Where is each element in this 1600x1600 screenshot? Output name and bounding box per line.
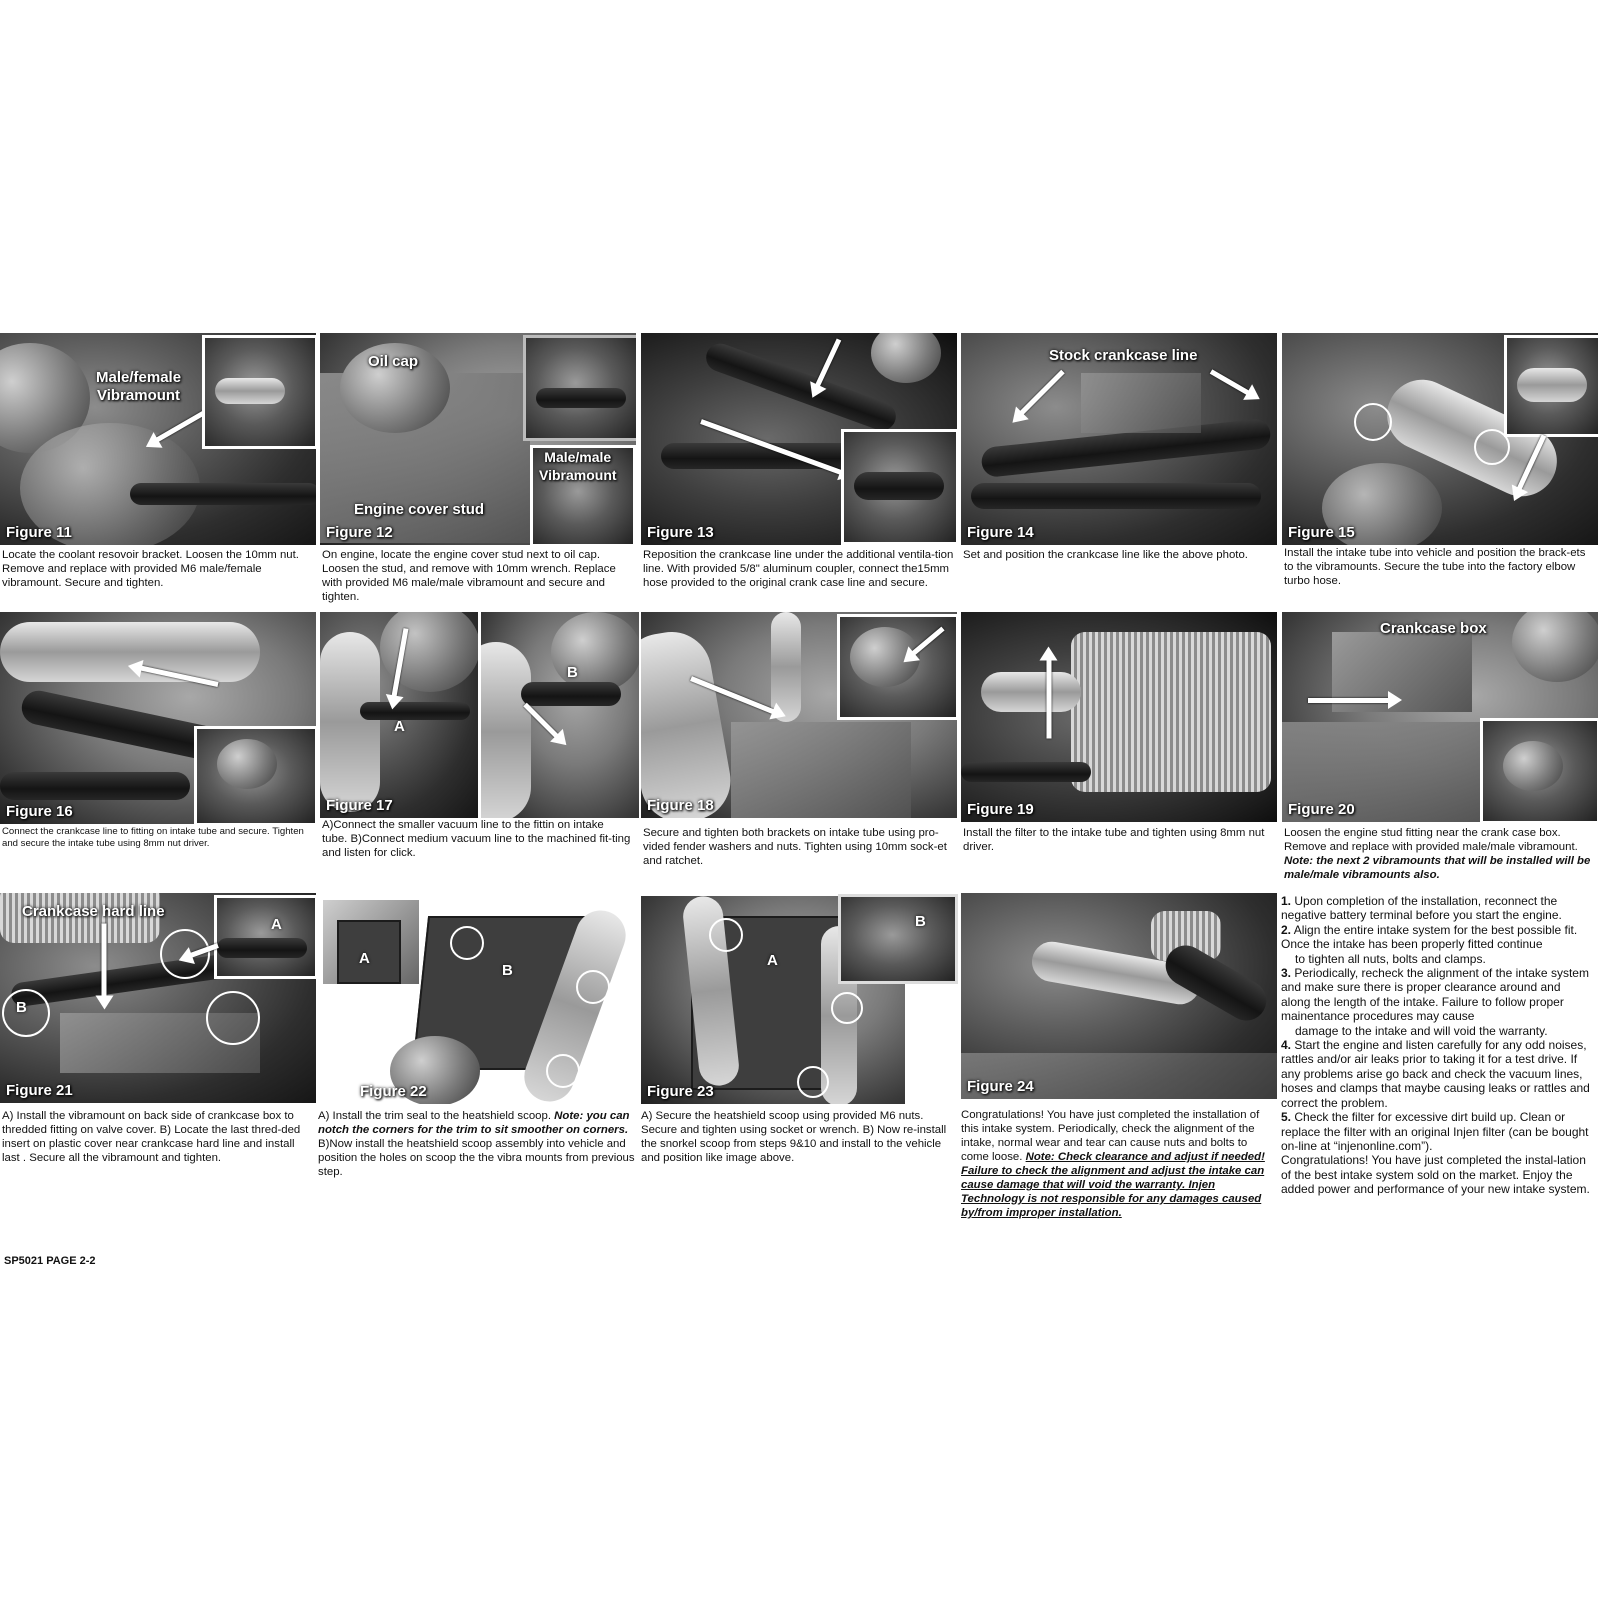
figure-13-caption: Reposition the crankcase line under the additional ventila-tion line. With provided 5/8" aluminum coupler, connect the15mm hose provided to the original crank case line and secure. bbox=[643, 549, 954, 589]
highlight-ring bbox=[709, 918, 743, 952]
figure-24-photo bbox=[961, 893, 1277, 1099]
hose bbox=[961, 762, 1091, 782]
figure-21-inset bbox=[214, 895, 316, 979]
figure-11-photo bbox=[0, 333, 316, 545]
air-filter bbox=[1071, 632, 1271, 792]
figure-19-label: Figure 19 bbox=[967, 801, 1034, 818]
figure-22-inset bbox=[323, 900, 419, 984]
figure-22-caption-b: B)Now install the heatshield scoop assembly into vehicle and position the holes on scoop the the vibra mounts from previous step. bbox=[318, 1138, 635, 1178]
hose bbox=[536, 388, 626, 408]
figure-12-label: Figure 12 bbox=[326, 524, 393, 541]
tag-crankcase-box: Crankcase box bbox=[1380, 620, 1487, 637]
arrow bbox=[1210, 369, 1251, 395]
step-2-indent: to tighten all nuts, bolts and clamps. bbox=[1295, 951, 1486, 966]
figure-14-label: Figure 14 bbox=[967, 524, 1034, 541]
letter-b: B bbox=[502, 962, 513, 979]
figure-16-photo bbox=[0, 612, 316, 824]
tag-crankcase-hard-line: Crankcase hard line bbox=[22, 903, 165, 920]
arrow bbox=[815, 338, 842, 387]
tag-male-male-vibramount: Male/male Vibramount bbox=[539, 449, 617, 483]
highlight-ring bbox=[831, 992, 863, 1024]
arrow bbox=[1047, 659, 1052, 739]
figure-22-caption-a: A) Install the trim seal to the heatshield scoop. bbox=[318, 1110, 551, 1122]
vacuum-line bbox=[360, 702, 470, 720]
snorkel-scoop bbox=[839, 894, 924, 936]
figure-22-label: Figure 22 bbox=[360, 1083, 427, 1100]
figure-12-caption: On engine, locate the engine cover stud next to oil cap. Loosen the stud, and remove with 10mm wrench. Replace with provided M6 male/male vibramount and secure and tighten. bbox=[322, 549, 616, 603]
intake-tube bbox=[641, 626, 737, 818]
highlight-ring bbox=[206, 991, 260, 1045]
highlight-ring bbox=[450, 926, 484, 960]
figure-12-inset-bottom bbox=[530, 445, 636, 545]
cap bbox=[871, 333, 941, 383]
arrow bbox=[1308, 698, 1390, 703]
hose bbox=[0, 772, 190, 800]
figure-16-label: Figure 16 bbox=[6, 803, 73, 820]
highlight-ring bbox=[797, 1066, 829, 1098]
figure-17-photo-b bbox=[481, 612, 639, 818]
figure-24-label: Figure 24 bbox=[967, 1078, 1034, 1095]
step-2: 2. Align the entire intake system for the best possible fit. Once the intake has been properly fitted continue bbox=[1281, 922, 1578, 952]
congratulations: Congratulations! You have just completed the instal-lation of the best intake system sold on the market. Enjoy the added power and performance of your new intake system. bbox=[1281, 1153, 1590, 1197]
figure-13-label: Figure 13 bbox=[647, 524, 714, 541]
figure-15-caption: Install the intake tube into vehicle and position the brack-ets to the vibramounts. Secure the tube into the factory elbow turbo hose. bbox=[1284, 547, 1586, 587]
elbow bbox=[1517, 368, 1587, 402]
figure-23-caption: A) Secure the heatshield scoop using provided M6 nuts. Secure and tighten using socket or wrench. B) Now re-install the snorkel scoop from steps 9&10 and install to the vehicle and position like image above. bbox=[641, 1110, 947, 1164]
figure-15-label: Figure 15 bbox=[1288, 524, 1355, 541]
figure-23-label: Figure 23 bbox=[647, 1083, 714, 1100]
figure-22-caption bbox=[318, 1109, 636, 1179]
intake-tube bbox=[481, 642, 531, 818]
bracket bbox=[215, 378, 285, 404]
hose bbox=[854, 472, 944, 500]
hand bbox=[551, 612, 639, 692]
letter-a: A bbox=[359, 950, 370, 967]
figure-17-photo-a bbox=[320, 612, 478, 818]
figure-14-caption: Set and position the crankcase line like the above photo. bbox=[963, 549, 1248, 561]
figure-20-photo bbox=[1282, 612, 1598, 822]
figure-12-inset-top bbox=[523, 335, 636, 441]
step-3-indent: damage to the intake and will void the warranty. bbox=[1295, 1023, 1548, 1038]
figure-16-inset bbox=[194, 726, 316, 824]
figure-13-inset bbox=[841, 429, 957, 545]
figure-17-caption: A)Connect the smaller vacuum line to the fittin on intake tube. B)Connect medium vacuum line to the machined fit-ting and listen for click. bbox=[322, 819, 631, 859]
figure-22-note: Note: you can notch the corners for the trim to sit smoother on corners. bbox=[318, 1110, 630, 1136]
figure-11-label: Figure 11 bbox=[6, 524, 72, 541]
letter-b: B bbox=[567, 664, 578, 681]
letter-a: A bbox=[271, 916, 282, 933]
figure-16-caption: Connect the crankcase line to fitting on intake tube and secure. Tighten and secure the intake tube using 8mm nut driver. bbox=[2, 826, 304, 849]
figure-17-label: Figure 17 bbox=[326, 797, 393, 814]
figure-11-caption: Locate the coolant resovoir bracket. Loosen the 10mm nut. Remove and replace with provided M6 male/female vibramount. Secure and tighten. bbox=[2, 549, 299, 589]
crankcase-line bbox=[19, 688, 222, 763]
figure-11-inset bbox=[202, 335, 316, 449]
figure-14-photo bbox=[961, 333, 1277, 545]
step-4: 4. Start the engine and listen carefully for any odd noises, rattles and/or air leaks prior to taking it for a test drive. If any problems arise go back and check the vacuum lines, hoses and clamps that maybe causing leaks or rattles and correct the problem. bbox=[1281, 1038, 1590, 1110]
tag-male-female-vibramount: Male/female Vibramount bbox=[96, 369, 182, 404]
letter-a: A bbox=[394, 718, 405, 735]
step-1: 1. Upon completion of the installation, reconnect the negative battery terminal before you start the engine. bbox=[1281, 894, 1562, 923]
figure-18-caption: Secure and tighten both brackets on intake tube using pro-vided fender washers and nuts. Tighten using 10mm sock-et and ratchet. bbox=[643, 827, 947, 867]
highlight-ring bbox=[1354, 403, 1392, 441]
hose bbox=[971, 483, 1261, 509]
fitting bbox=[217, 739, 277, 789]
figure-20-label: Figure 20 bbox=[1288, 801, 1355, 818]
turbo bbox=[1512, 612, 1598, 682]
page-footer: SP5021 PAGE 2-2 bbox=[4, 1255, 96, 1267]
hose bbox=[217, 938, 307, 958]
highlight-ring bbox=[576, 970, 610, 1004]
figure-19-caption: Install the filter to the intake tube and tighten using 8mm nut driver. bbox=[963, 827, 1265, 853]
figure-20-inset bbox=[1480, 718, 1598, 822]
final-steps bbox=[1281, 894, 1593, 1197]
figure-24-warning: Note: Check clearance and adjust if needed! Failure to check the alignment and adjust the intake can cause damage that will void the warranty. Injen Technology is not responsible for any damages caused by/from improper installation. bbox=[961, 1151, 1265, 1219]
step-3: 3. Periodically, recheck the alignment of the intake system and make sure there is proper clearance around and along the length of the intake. Failure to follow proper mainentance procedures may cause bbox=[1281, 966, 1589, 1024]
figure-21-label: Figure 21 bbox=[6, 1082, 73, 1099]
stud bbox=[1503, 741, 1563, 791]
tag-oil-cap: Oil cap bbox=[368, 353, 419, 370]
letter-b: B bbox=[915, 913, 926, 930]
step-5: 5. Check the filter for excessive dirt build up. Clean or replace the filter with an original Injen filter (can be bought on-line at “injenonline.com”). bbox=[1281, 1110, 1589, 1153]
figure-19-photo bbox=[961, 612, 1277, 822]
figure-20-caption-text: Loosen the engine stud fitting near the crank case box. Remove and replace with provided male/male vibramount. bbox=[1284, 827, 1578, 853]
tag-stock-crankcase-line: Stock crankcase line bbox=[1049, 347, 1198, 364]
engine-block bbox=[731, 722, 911, 818]
figure-21-photo bbox=[0, 893, 316, 1103]
figure-18-photo bbox=[641, 612, 957, 818]
figure-21-caption: A) Install the vibramount on back side of crankcase box to thredded fitting on valve cover. B) Locate the last thred-ded insert on plastic cover near crankcase hard line and install last . Secure all the vibramount and tighten. bbox=[2, 1110, 301, 1164]
tag-engine-cover-stud: Engine cover stud bbox=[354, 501, 485, 518]
vacuum-line bbox=[521, 682, 621, 706]
figure-13-photo bbox=[641, 333, 957, 545]
intake-tube bbox=[320, 632, 380, 812]
letter-a: A bbox=[767, 952, 778, 969]
figure-15-inset bbox=[1504, 335, 1598, 437]
highlight-ring bbox=[546, 1054, 580, 1088]
figure-24-caption bbox=[961, 1108, 1277, 1220]
figure-23-inset bbox=[838, 894, 958, 984]
arrow bbox=[1019, 370, 1065, 416]
arrow bbox=[102, 924, 107, 998]
intake-tube bbox=[981, 672, 1081, 712]
letter-b: B bbox=[16, 999, 27, 1016]
figure-20-note: Note: the next 2 vibramounts that will be installed will be male/male vibramounts also. bbox=[1284, 855, 1591, 881]
hose bbox=[130, 483, 316, 505]
figure-12-photo bbox=[320, 333, 636, 545]
figure-15-photo bbox=[1282, 333, 1598, 545]
figure-18-label: Figure 18 bbox=[647, 797, 714, 814]
figure-20-caption bbox=[1284, 826, 1596, 882]
figure-24-caption-text: Congratulations! You have just completed the installation of this intake system. Periodically, check the alignment of the intake, normal wear and tear can cause nuts and bolts to come loose. bbox=[961, 1109, 1260, 1163]
engine-block bbox=[1081, 373, 1201, 433]
